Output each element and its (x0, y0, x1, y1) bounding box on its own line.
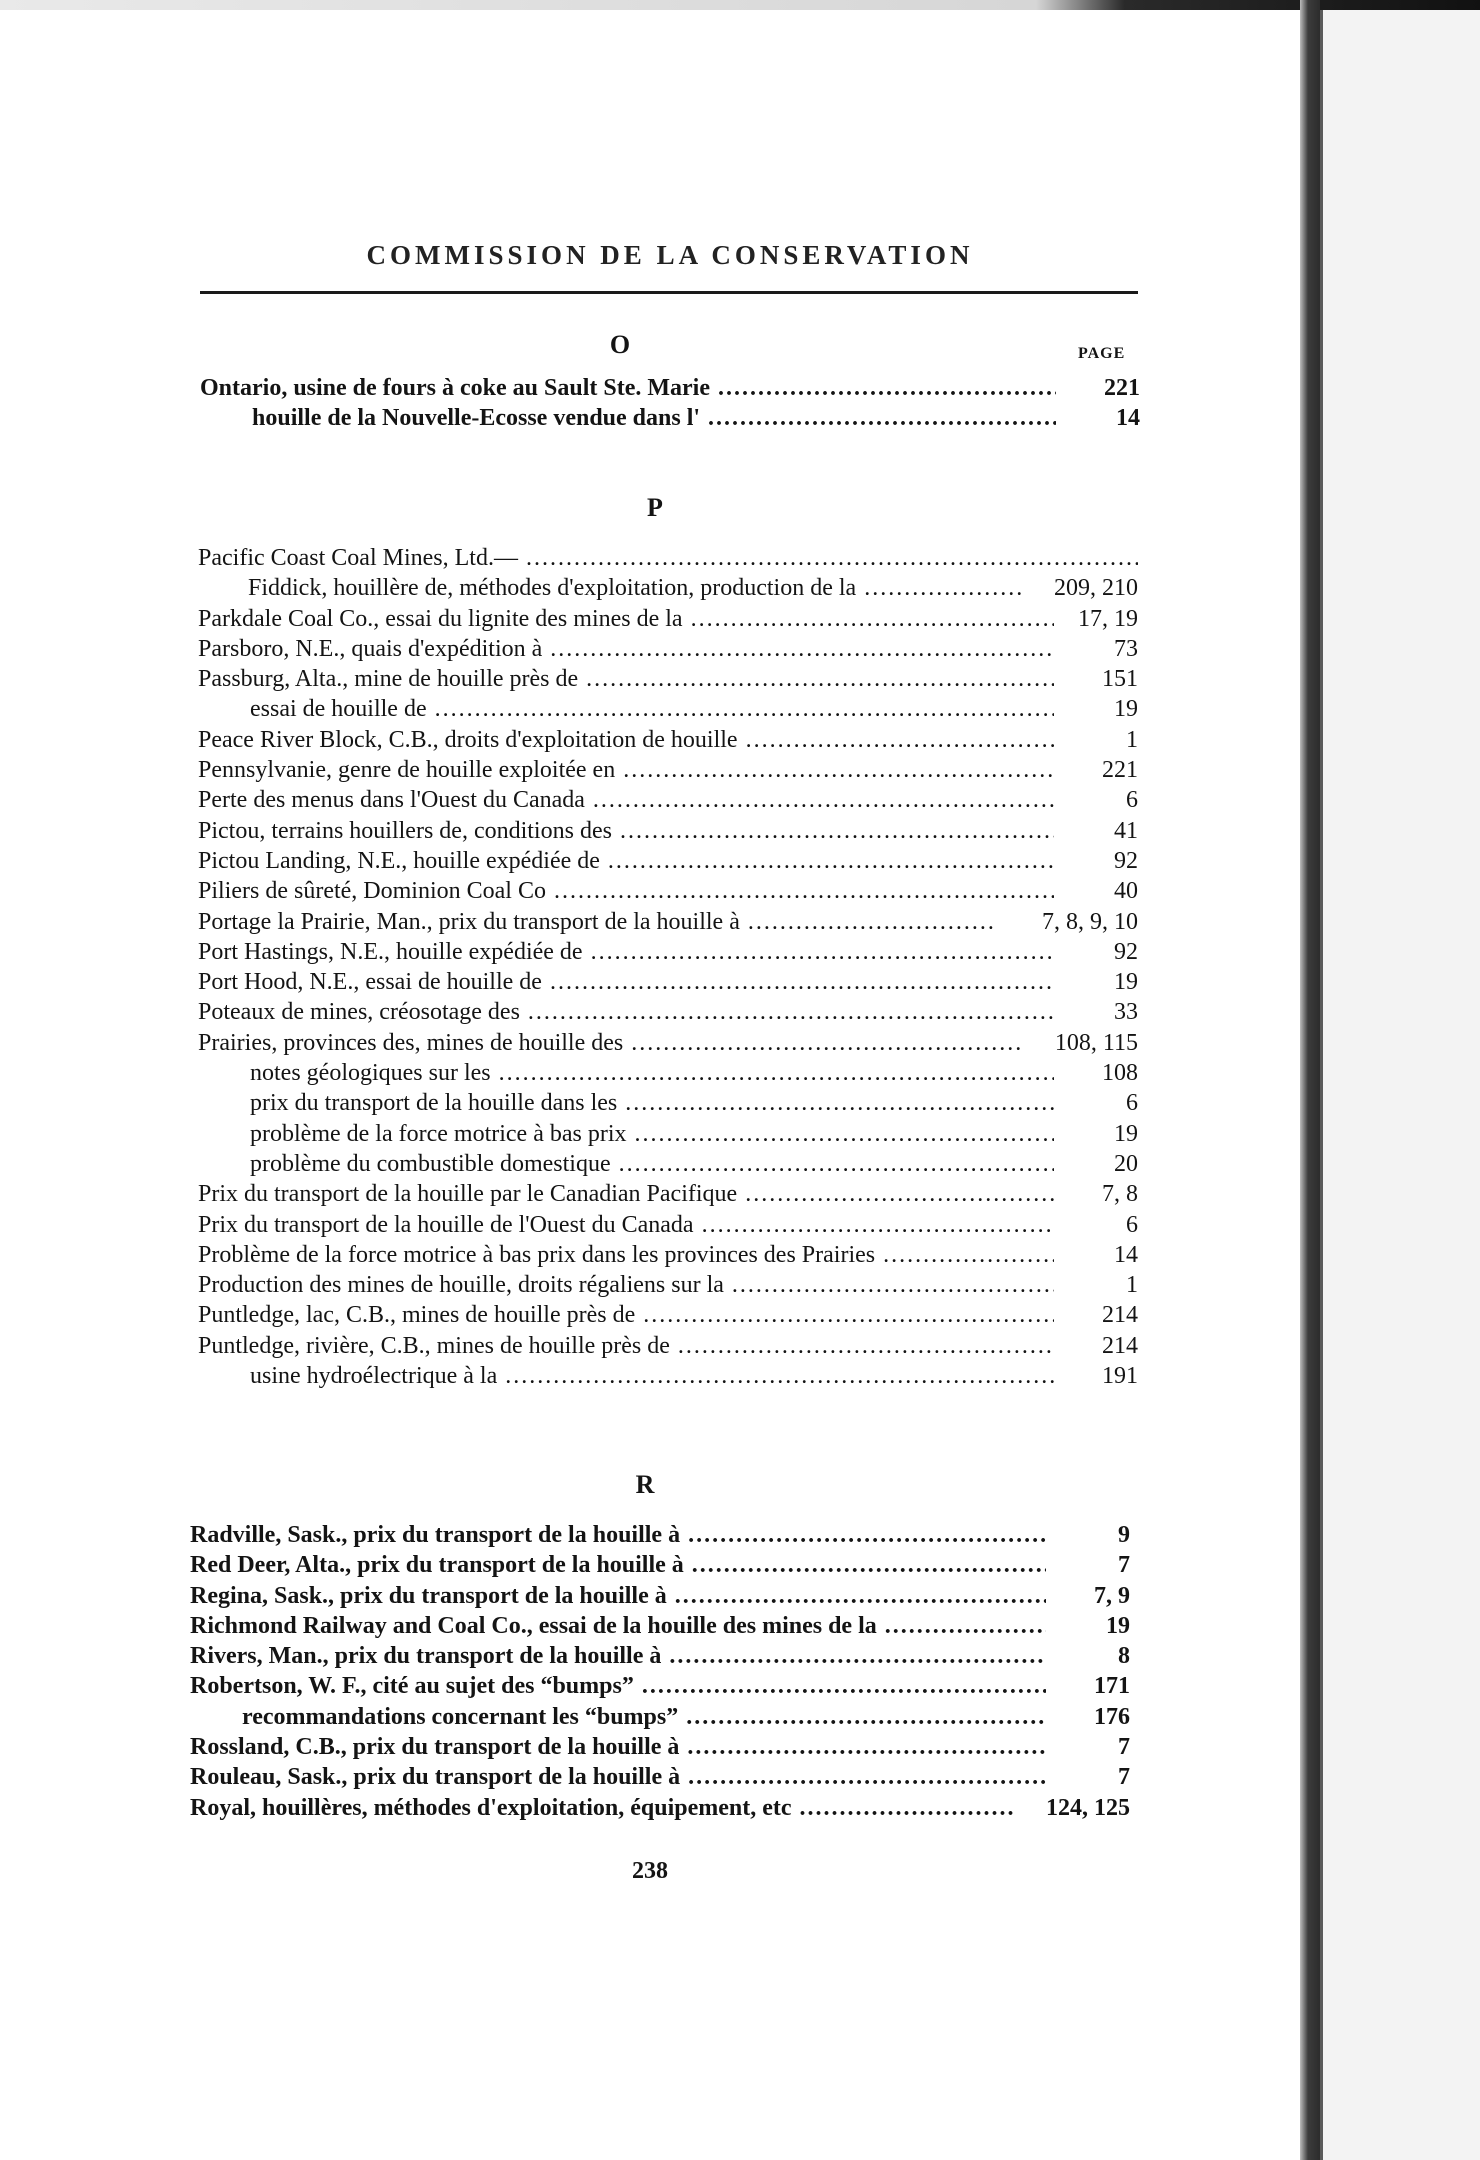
index-entry (198, 634, 1138, 664)
entry-page: 40 (1054, 876, 1138, 906)
index-entry (198, 785, 1138, 815)
section-p (198, 543, 1138, 1391)
entry-text: Prairies, provinces des, mines de houille des ..... (198, 1028, 1028, 1058)
entry-page: 209, 210 (1024, 573, 1138, 603)
entry-page: 19 (1054, 967, 1138, 997)
entry-text: Pacific Coast Coal Mines, Ltd.— ..... (198, 543, 1138, 573)
entry-text: problème de la force motrice à bas prix ..... (250, 1119, 1058, 1149)
entry-page: 17, 19 (1054, 604, 1138, 634)
entry-page: 221 (1056, 373, 1140, 403)
entry-text: Rouleau, Sask., prix du transport de la houille à ..... (190, 1762, 1050, 1792)
index-entry (198, 1058, 1138, 1088)
index-entry (198, 1119, 1138, 1149)
index-entry (198, 1210, 1138, 1240)
entry-page: 151 (1054, 664, 1138, 694)
entry-text: Robertson, W. F., cité au sujet des “bumps” ..... (190, 1671, 1050, 1701)
entry-page: 92 (1054, 846, 1138, 876)
entry-text: Royal, houillères, méthodes d'exploitation, équipement, etc ..... (190, 1793, 1020, 1823)
entry-page: 171 (1046, 1671, 1130, 1701)
entry-page: 191 (1054, 1361, 1138, 1391)
index-entry (198, 755, 1138, 785)
index-entry (190, 1520, 1130, 1550)
index-entry (198, 846, 1138, 876)
index-entry (198, 694, 1138, 724)
entry-page: 19 (1054, 1119, 1138, 1149)
index-entry (198, 1088, 1138, 1118)
entry-page: 92 (1054, 937, 1138, 967)
entry-text: Production des mines de houille, droits régaliens sur la ..... (198, 1270, 1058, 1300)
entry-page: 8 (1046, 1641, 1130, 1671)
entry-page: 7 (1046, 1732, 1130, 1762)
section-letter-o: O (609, 330, 631, 359)
entry-text: Prix du transport de la houille de l'Ouest du Canada ..... (198, 1210, 1058, 1240)
entry-text: Regina, Sask., prix du transport de la houille à ..... (190, 1581, 1050, 1611)
entry-page: 6 (1054, 1210, 1138, 1240)
index-entry (198, 1028, 1138, 1058)
section-letter-p: P (647, 493, 663, 522)
scan-top-edge (0, 0, 1480, 10)
index-entry (198, 1149, 1138, 1179)
page-column-label: PAGE (1078, 345, 1126, 362)
entry-text: Radville, Sask., prix du transport de la houille à ..... (190, 1520, 1050, 1550)
entry-text: Piliers de sûreté, Dominion Coal Co ..... (198, 876, 1058, 906)
entry-page: 7 (1046, 1762, 1130, 1792)
entry-text: Fiddick, houillère de, méthodes d'exploitation, production de la ..... (248, 573, 1028, 603)
entry-page: 1 (1054, 725, 1138, 755)
entry-page: 108, 115 (1024, 1028, 1138, 1058)
index-entry (198, 1270, 1138, 1300)
entry-text: essai de houille de ..... (250, 694, 1058, 724)
entry-page: 221 (1054, 755, 1138, 785)
facing-page-edge (1320, 10, 1480, 2160)
book-gutter-shadow (1300, 0, 1320, 2160)
index-entry (190, 1611, 1130, 1641)
entry-page: 7 (1046, 1550, 1130, 1580)
entry-text: Passburg, Alta., mine de houille près de ..... (198, 664, 1058, 694)
section-o (200, 373, 1140, 434)
index-entry (198, 1331, 1138, 1361)
entry-text: Portage la Prairie, Man., prix du transport de la houille à ..... (198, 907, 998, 937)
section-r (190, 1520, 1130, 1823)
index-entry (198, 876, 1138, 906)
index-entry (190, 1732, 1130, 1762)
entry-page: 6 (1054, 785, 1138, 815)
page-number: 238 (632, 1858, 668, 1884)
entry-text: Perte des menus dans l'Ouest du Canada ..... (198, 785, 1058, 815)
entry-page: 33 (1054, 997, 1138, 1027)
index-entry (198, 937, 1138, 967)
index-entry (200, 373, 1140, 403)
entry-text: problème du combustible domestique ..... (250, 1149, 1058, 1179)
index-entry (190, 1762, 1130, 1792)
index-entry (198, 816, 1138, 846)
index-entry (190, 1641, 1130, 1671)
section-letter-r: R (635, 1470, 655, 1499)
entry-text: Rossland, C.B., prix du transport de la houille à ..... (190, 1732, 1050, 1762)
entry-text: Ontario, usine de fours à coke au Sault Ste. Marie ..... (200, 373, 1060, 403)
entry-text: houille de la Nouvelle-Ecosse vendue dans l' ..... (252, 403, 1060, 433)
entry-text: Problème de la force motrice à bas prix dans les provinces des Prairies ..... (198, 1240, 1058, 1270)
entry-page: 14 (1056, 403, 1140, 433)
entry-text: Parsboro, N.E., quais d'expédition à ..... (198, 634, 1058, 664)
entry-page: 7, 8 (1054, 1179, 1138, 1209)
entry-text: usine hydroélectrique à la ..... (250, 1361, 1058, 1391)
entry-text: Prix du transport de la houille par le Canadian Pacifique ..... (198, 1179, 1058, 1209)
index-entry (198, 604, 1138, 634)
index-entry (198, 543, 1138, 573)
entry-page: 19 (1046, 1611, 1130, 1641)
entry-text: Puntledge, rivière, C.B., mines de houille près de ..... (198, 1331, 1058, 1361)
entry-text: Parkdale Coal Co., essai du lignite des mines de la ..... (198, 604, 1058, 634)
entry-page: 19 (1054, 694, 1138, 724)
index-entry (198, 573, 1138, 603)
entry-text: Port Hood, N.E., essai de houille de ..... (198, 967, 1058, 997)
entry-text: Peace River Block, C.B., droits d'exploitation de houille ..... (198, 725, 1058, 755)
index-entry (198, 1179, 1138, 1209)
entry-page: 1 (1054, 1270, 1138, 1300)
entry-page: 14 (1054, 1240, 1138, 1270)
index-entry (198, 664, 1138, 694)
entry-page: 176 (1046, 1702, 1130, 1732)
index-entry (198, 997, 1138, 1027)
index-entry (190, 1702, 1130, 1732)
entry-page: 214 (1054, 1300, 1138, 1330)
entry-text: Poteaux de mines, créosotage des ..... (198, 997, 1058, 1027)
index-entry (198, 907, 1138, 937)
entry-page: 20 (1054, 1149, 1138, 1179)
entry-text: recommandations concernant les “bumps” ..... (242, 1702, 1050, 1732)
index-entry (190, 1581, 1130, 1611)
entry-text: Port Hastings, N.E., houille expédiée de ..... (198, 937, 1058, 967)
index-entry (190, 1793, 1130, 1823)
entry-text: Red Deer, Alta., prix du transport de la houille à ..... (190, 1550, 1050, 1580)
entry-page: 6 (1054, 1088, 1138, 1118)
running-title: COMMISSION DE LA CONSERVATION (366, 240, 974, 270)
entry-text: Pennsylvanie, genre de houille exploitée en ..... (198, 755, 1058, 785)
entry-page: 41 (1054, 816, 1138, 846)
entry-text: Pictou, terrains houillers de, conditions des ..... (198, 816, 1058, 846)
entry-text: notes géologiques sur les ..... (250, 1058, 1058, 1088)
index-entry (200, 403, 1140, 433)
header-rule (200, 291, 1138, 294)
index-entry (198, 1361, 1138, 1391)
entry-page: 7, 9 (1046, 1581, 1130, 1611)
entry-text: prix du transport de la houille dans les ..... (250, 1088, 1058, 1118)
index-entry (198, 1240, 1138, 1270)
entry-text: Rivers, Man., prix du transport de la houille à ..... (190, 1641, 1050, 1671)
entry-page: 7, 8, 9, 10 (994, 907, 1138, 937)
index-entry (198, 967, 1138, 997)
entry-text: Pictou Landing, N.E., houille expédiée de ..... (198, 846, 1058, 876)
entry-page: 9 (1046, 1520, 1130, 1550)
index-entry (190, 1671, 1130, 1701)
entry-page: 108 (1054, 1058, 1138, 1088)
index-entry (198, 725, 1138, 755)
entry-text: Puntledge, lac, C.B., mines de houille près de ..... (198, 1300, 1058, 1330)
index-entry (198, 1300, 1138, 1330)
index-entry (190, 1550, 1130, 1580)
entry-page: 124, 125 (1016, 1793, 1130, 1823)
entry-text: Richmond Railway and Coal Co., essai de la houille des mines de la ..... (190, 1611, 1050, 1641)
entry-page: 214 (1054, 1331, 1138, 1361)
entry-page: 73 (1054, 634, 1138, 664)
